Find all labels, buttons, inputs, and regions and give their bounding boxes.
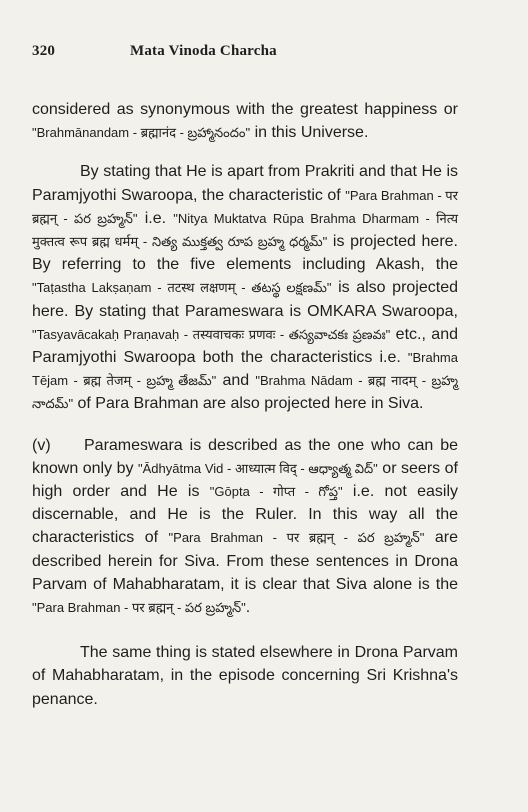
item-number: (v) <box>32 436 51 454</box>
running-title: Mata Vinoda Charcha <box>130 43 277 59</box>
term-brahma-nadam: "Brahma Nādam - ब्रह्म नादम् - బ్రహ్మ నాదమ్" <box>32 373 458 412</box>
p2-text-2: i.e. <box>137 209 174 227</box>
paragraph-2 <box>32 160 458 415</box>
p3-text-1: Parameswara is described as the one who can be known only by <box>32 436 458 477</box>
paragraph-1 <box>32 98 458 144</box>
p3-text-2: or seers of high order and He is <box>32 459 459 501</box>
paragraph-4 <box>32 641 458 711</box>
p1-text-b: in this Universe. <box>250 124 369 142</box>
page-number: 320 <box>32 43 56 59</box>
p3-text-5: . <box>245 599 251 617</box>
term-brahma-tejam: "Brahma Tējam - ब्रह्म तेजम् - బ్రహ్మ తేజమ్" <box>32 350 458 389</box>
page-header <box>32 43 277 60</box>
p4-text-1: The same thing is stated elsewhere in Drona Parvam of Mahabharatam, in the episode concerning Sri Krishna's penance. <box>32 644 458 708</box>
p2-text-3: is projected here. By referring to the five elements including Akash, the <box>32 233 458 274</box>
p2-text-1: By stating that He is apart from Prakriti and that He is Paramjyothi Swaroopa, the characteristic of <box>32 163 458 204</box>
p3-text-4: are described herein for Siva. From these sentences in Drona Parvam of Mahabharatam, it is clear that Siva alone is the <box>32 529 458 593</box>
p2-text-7: of Para Brahman are also projected here in Siva. <box>73 395 424 413</box>
term-nitya-muktatva: "Nitya Muktatva Rūpa Brahma Dharmam - नित्य मुक्तत्व रूप ब्रह्म धर्मम् - నిత్య ముక్తత్వ రూప బ్రహ్మ ధర్మమ్" <box>32 210 459 250</box>
term-gopta: "Gōpta - गोप्त - గోప్త" <box>209 484 343 500</box>
p1-text-a: considered as synonymous with the greatest happiness or <box>32 101 458 118</box>
p2-text-4: is also projected here. By stating that Parameswara is OMKARA Swaroopa, <box>32 279 458 320</box>
p2-text-5: etc., and Paramjyothi Swaroopa both the characteristics i.e. <box>32 325 458 367</box>
paragraph-3 <box>32 434 458 620</box>
term-tatastha-lakshanam: "Taṭastha Lakṣaṇam - तटस्थ लक्षणम् - తటస్థ లక్షణమ్" <box>32 280 332 296</box>
p3-text-3: i.e. not easily discernable, and He is the Ruler. In this way all the characteristics of <box>32 483 459 547</box>
p2-text-6: and <box>216 372 256 390</box>
term-para-brahman-2: "Para Brahman - पर ब्रह्मन् - పర బ్రహ్మన్" <box>168 530 425 546</box>
body-text <box>32 98 458 711</box>
term-adhyatma-vid: "Ādhyātma Vid - आध्यात्म विद् - ఆధ్యాత్మ విద్" <box>138 460 378 476</box>
term-para-brahman-3: "Para Brahman - पर ब्रह्मन् - పర బ్రహ్మన్" <box>32 600 246 616</box>
term-tasyavachakah: "Tasyavācakaḥ Praṇavaḥ - तस्यवाचकः प्रणवः - తస్యవాచకః ప్రణవః" <box>32 326 391 342</box>
term-brahmanandam: "Brahmānandam - ब्रह्मानंद - బ్రహ్మానందం" <box>32 125 251 141</box>
term-para-brahman: "Para Brahman - पर ब्रह्मन् - పర బ్రహ్మన్" <box>32 187 458 226</box>
